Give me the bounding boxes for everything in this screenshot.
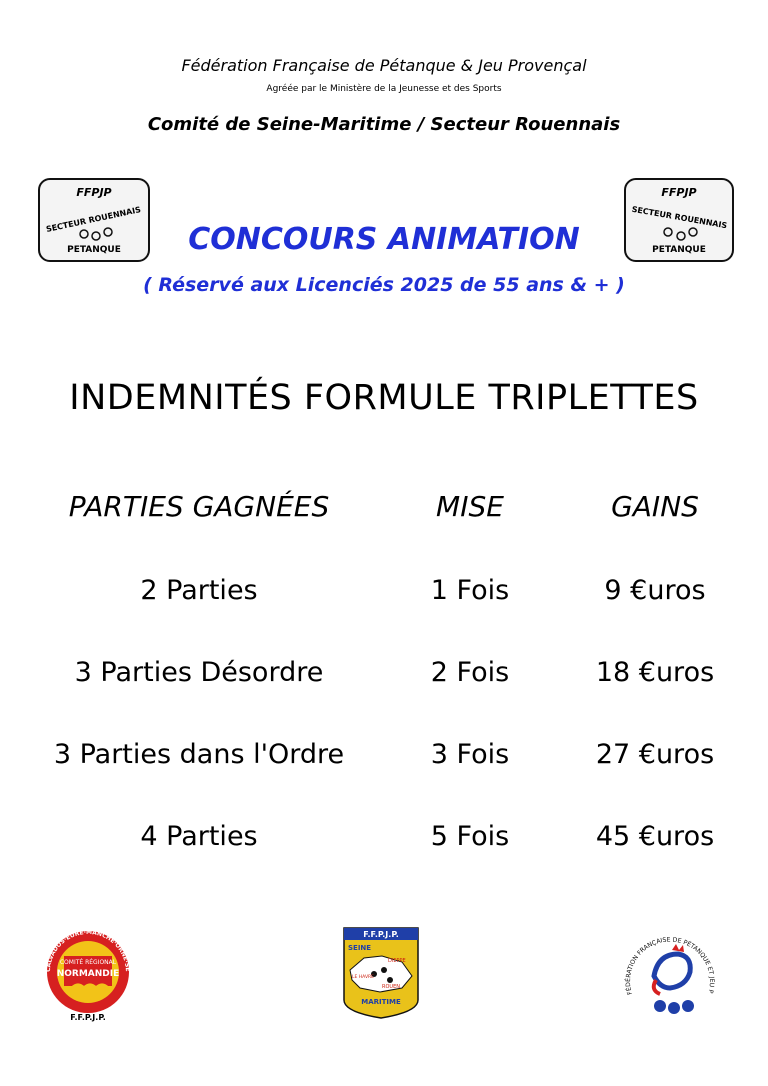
- seine-city3: ROUEN: [382, 984, 400, 990]
- event-subtitle: ( Réservé aux Licenciés 2025 de 55 ans & + ): [143, 274, 625, 296]
- badge-right-line2: SECTEUR ROUENNAIS: [631, 204, 728, 231]
- normandie-bottom: F.F.P.J.P.: [70, 1013, 106, 1022]
- normandie-committee-logo: [36, 926, 140, 1022]
- row-2-gains: 18 €uros: [595, 657, 715, 688]
- seine-city1: DIEPPE: [388, 958, 406, 964]
- badge-right-line1: FFPJP: [661, 186, 697, 199]
- seine-maritime-logo: [342, 926, 420, 1020]
- badge-left-line1: FFPJP: [76, 186, 112, 199]
- seine-top: F.F.P.J.P.: [363, 930, 399, 939]
- header-mise: MISE: [436, 490, 504, 523]
- row-4-gains: 45 €uros: [595, 821, 715, 852]
- formula-heading: INDEMNITÉS FORMULE TRIPLETTES: [69, 378, 699, 418]
- row-1-mise: 1 Fois: [430, 575, 510, 606]
- agreement-note: Agréée par le Ministère de la Jeunesse et des Sports: [266, 84, 502, 94]
- row-4-parties: 4 Parties: [140, 821, 258, 852]
- row-1-gains: 9 €uros: [604, 575, 706, 606]
- event-title: CONCOURS ANIMATION: [188, 222, 580, 257]
- badge-left-line2: SECTEUR ROUENNAIS: [45, 205, 142, 235]
- header-parties: PARTIES GAGNÉES: [68, 490, 330, 523]
- ffpjp-federation-logo: [620, 924, 720, 1024]
- row-3-mise: 3 Fois: [430, 739, 510, 770]
- normandie-center1: COMITÉ RÉGIONAL: [59, 959, 117, 966]
- svg-text:FÉDÉRATION FRANÇAISE DE PÉTANQ: [620, 924, 715, 995]
- normandie-ring-text: CALVADOS·EURE·MANCHE·ORNE·SE: [44, 928, 132, 973]
- row-3-parties: 3 Parties dans l'Ordre: [53, 739, 345, 770]
- seine-line2: MARITIME: [361, 998, 401, 1006]
- committee-name: Comité de Seine-Maritime / Secteur Rouennais: [147, 114, 621, 135]
- normandie-center2: NORMANDIE: [56, 969, 120, 979]
- row-4-mise: 5 Fois: [430, 821, 510, 852]
- federation-ring-text: FÉDÉRATION FRANÇAISE DE PÉTANQUE ET JEU P: [624, 936, 716, 996]
- federation-name: Fédération Française de Pétanque & Jeu Provençal: [181, 56, 587, 75]
- seine-line1: SEINE: [348, 944, 372, 952]
- row-3-gains: 27 €uros: [595, 739, 715, 770]
- row-2-mise: 2 Fois: [430, 657, 510, 688]
- row-1-parties: 2 Parties: [140, 575, 258, 606]
- badge-right-line3: PETANQUE: [652, 245, 706, 255]
- row-2-parties: 3 Parties Désordre: [74, 657, 324, 688]
- seine-city2: LE HAVRE: [352, 975, 375, 980]
- badge-left-line3: PETANQUE: [67, 245, 121, 255]
- header-gains: GAINS: [611, 490, 699, 523]
